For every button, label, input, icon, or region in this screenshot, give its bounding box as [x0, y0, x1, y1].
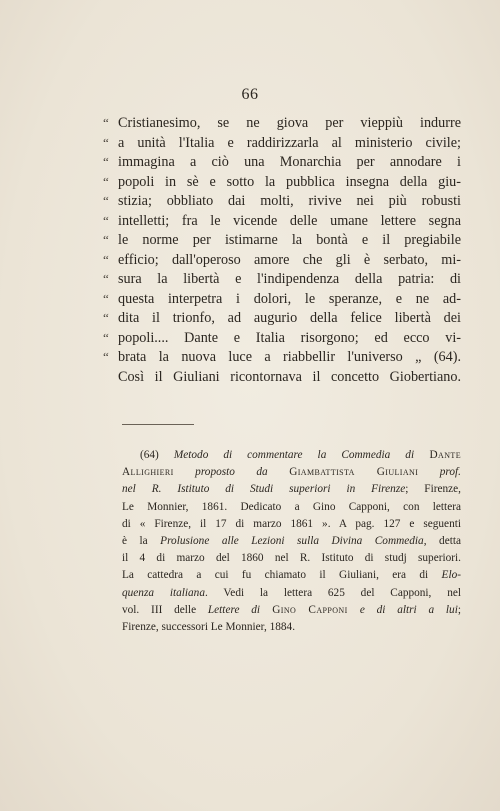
text-line [103, 309, 461, 329]
line-text: popoli.... Dante e Italia risorgono; ed ecco vi- [118, 329, 461, 346]
footnote-text: prof. [418, 466, 461, 479]
text-line [103, 329, 461, 349]
text-line [103, 231, 461, 251]
footnote-text: quenza italiana [122, 586, 205, 599]
footnote-line: il 4 di marzo del 1860 nel R. Istituto di studj superiori. [122, 552, 461, 565]
quote-mark: “ [103, 193, 109, 208]
footnote-line: di « Firenze, il 17 di marzo 1861 ». A pag. 127 e seguenti [122, 517, 461, 530]
footnote-text: ; [457, 603, 461, 616]
text-line [103, 212, 461, 232]
text-line [103, 290, 461, 310]
quote-mark: “ [103, 251, 109, 267]
text-line [103, 348, 461, 368]
footnote-line: Le Monnier, 1861. Dedicato a Gino Capponi, con lettera [122, 500, 461, 513]
footnote-line [122, 585, 461, 602]
quote-mark: “ [103, 310, 109, 325]
footnote-line: Firenze, successori Le Monnier, 1884. [122, 621, 296, 634]
quote-mark: “ [103, 349, 109, 364]
footnote-text: , detta [423, 535, 461, 548]
main-text [103, 114, 461, 387]
line-text: sura la libertà e l'indipendenza della patria: di [118, 271, 461, 287]
line-text: a unità l'Italia e raddirizzarla al ministerio civile; [118, 134, 461, 151]
footnote-line [122, 602, 461, 619]
footnote-text: vol. III delle [122, 603, 208, 616]
line-text: intelletti; fra le vicende delle umane lettere segna [118, 212, 461, 229]
footnote-line [122, 447, 461, 464]
quote-mark: “ [103, 115, 109, 130]
page-number: 66 [241, 86, 259, 103]
footnote-text: Elo- [441, 569, 461, 582]
footnote-divider [122, 424, 194, 425]
text-line [103, 192, 461, 212]
footnote-text: è la [122, 535, 161, 548]
author-name: Giambattista Giuliani [289, 466, 419, 479]
text-line [103, 173, 461, 193]
work-title: Prolusione alle Lezioni sulla Divina Commedia [160, 535, 424, 548]
footnote-text: La cattedra a cui fu chiamato il Giuliani, era di [122, 569, 442, 582]
footnote [122, 447, 461, 636]
text-line [103, 114, 461, 134]
footnote-line [122, 481, 461, 498]
line-text: popoli in sè e sotto la pubblica insegna della giu- [118, 173, 461, 190]
work-title: Lettere di [207, 603, 261, 616]
footnote-text: . Vedi la lettera 625 del Capponi, nel [204, 586, 461, 599]
line-text: Cristianesimo, se ne giova per vieppiù indurre [118, 115, 461, 131]
author-name: Dante [414, 449, 461, 461]
footnote-line [122, 567, 461, 584]
footnote-number: (64) [140, 449, 174, 461]
line-text: efficio; dall'operoso amore che gli è serbato, mi- [118, 251, 461, 268]
footnote-line [122, 533, 461, 550]
text-line [103, 153, 461, 173]
line-text: questa interpetra i dolori, le speranze, e ne ad- [118, 290, 461, 307]
quote-mark: “ [103, 271, 109, 286]
line-text: brata la nuova luce a riabbellir l'universo „ (64). [118, 349, 461, 365]
text-line [103, 251, 461, 271]
quote-mark: “ [103, 154, 109, 169]
author-name: Allighieri [122, 466, 174, 479]
quote-mark: “ [103, 212, 109, 228]
quote-mark: “ [103, 290, 109, 306]
footnote-text: nel R. Istituto di Studi superiori in Firenze [122, 483, 406, 496]
line-text: le norme per istimarne la bontà e il pregiabile [118, 232, 461, 248]
text-line [118, 368, 461, 388]
footnote-text: ; Firenze, [405, 483, 461, 496]
footnote-text: proposto da [173, 466, 290, 479]
line-text: immagina a ciò una Monarchia per annodare i [118, 154, 461, 170]
author-name: Gino Capponi [260, 603, 360, 616]
text-line [103, 134, 461, 154]
line-text: stizia; obbliato dai molti, rivive nei più robusti [118, 193, 461, 209]
line-text: dita il trionfo, ad augurio della felice libertà dei [118, 310, 461, 326]
text-line [103, 270, 461, 290]
footnote-line [122, 464, 461, 481]
work-title: e di altri a lui [359, 603, 458, 616]
quote-mark: “ [103, 329, 109, 345]
line-text: Così il Giuliani ricontornava il concetto Giobertiano. [118, 368, 461, 385]
book-title: Metodo di commentare la Commedia di [173, 449, 415, 461]
quote-mark: “ [103, 173, 109, 189]
quote-mark: “ [103, 232, 109, 247]
quote-mark: “ [103, 134, 109, 150]
